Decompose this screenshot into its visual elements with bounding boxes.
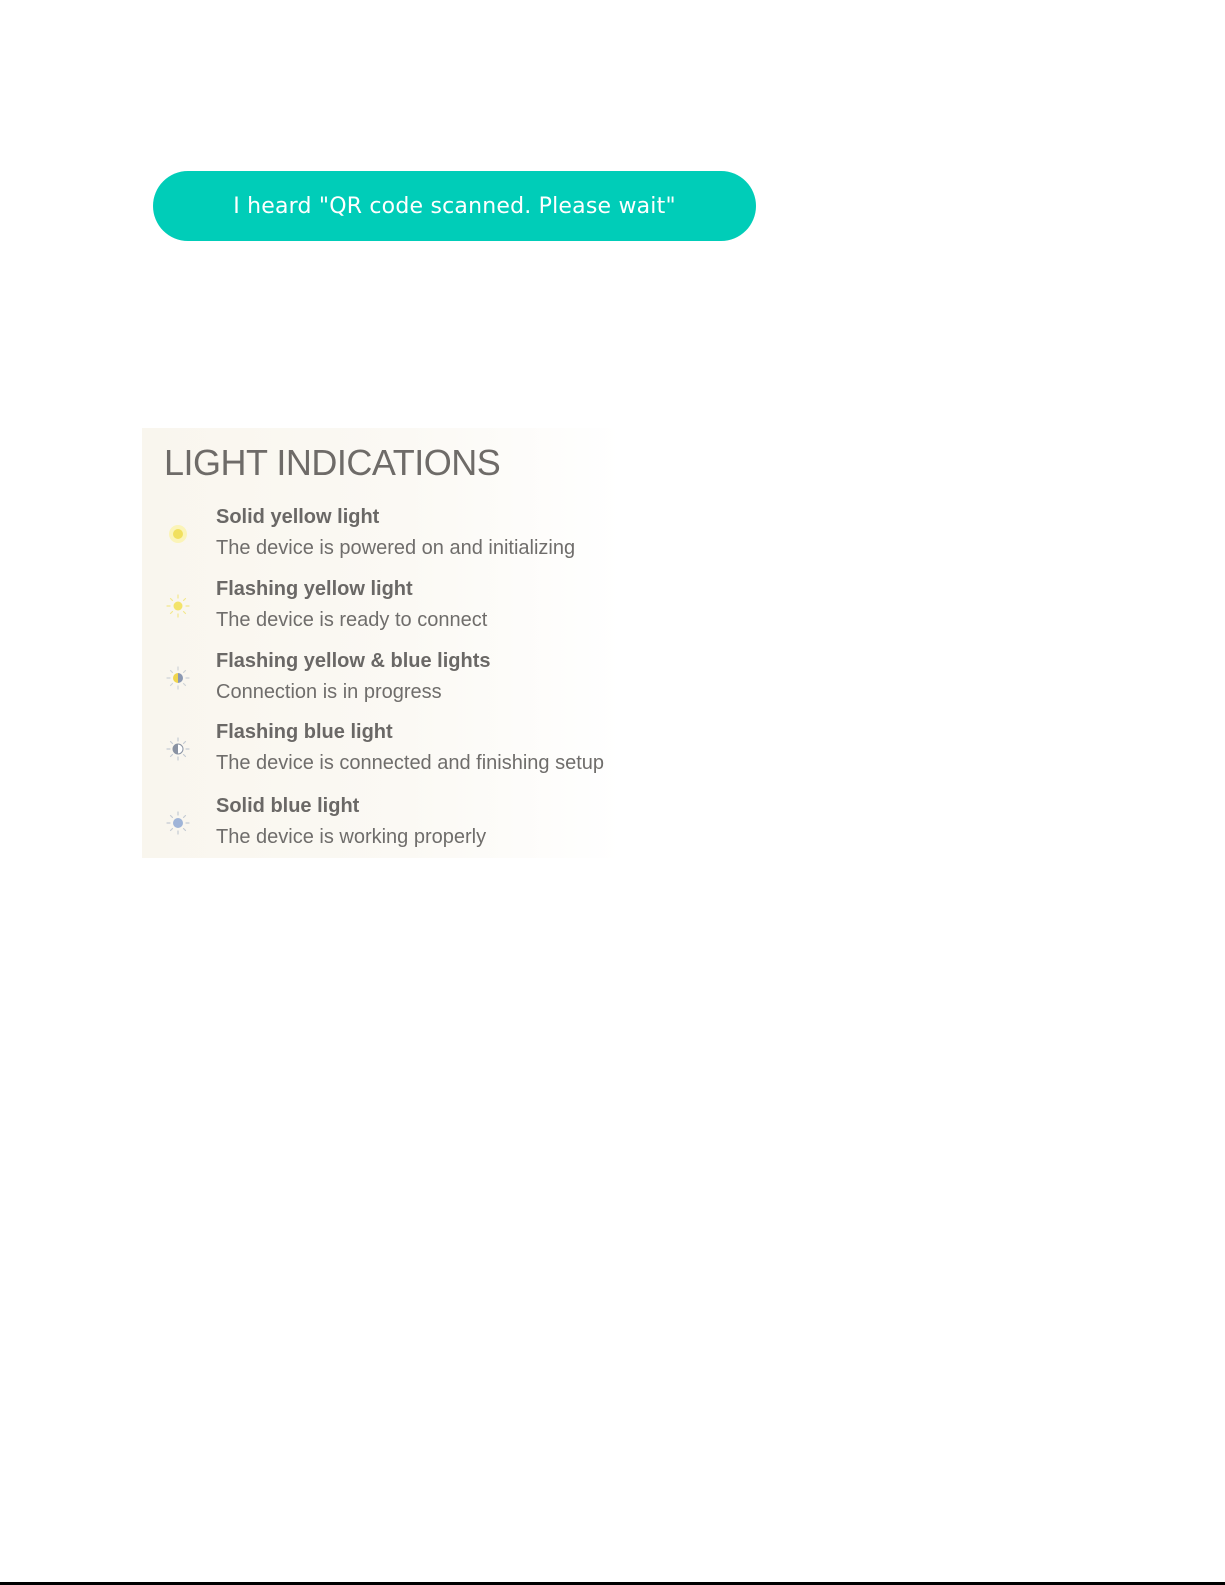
indicator-description: The device is powered on and initializing bbox=[216, 537, 576, 559]
flashing-blue-light-icon bbox=[164, 735, 192, 763]
indicator-item-flashing-yellow-blue bbox=[142, 650, 622, 714]
flashing-yellow-light-icon bbox=[164, 592, 192, 620]
indicator-item-solid-blue bbox=[142, 795, 622, 859]
indicator-description: The device is working properly bbox=[216, 826, 487, 848]
indicator-item-flashing-blue bbox=[142, 721, 622, 785]
indicator-item-flashing-yellow bbox=[142, 578, 622, 642]
indicator-heading: Flashing yellow & blue lights bbox=[216, 650, 491, 672]
indicator-description: The device is ready to connect bbox=[216, 609, 488, 631]
indicator-description: Connection is in progress bbox=[216, 681, 442, 703]
voice-prompt-banner bbox=[153, 171, 756, 241]
light-indications-image bbox=[142, 428, 622, 858]
solid-yellow-light-icon bbox=[164, 520, 192, 548]
voice-prompt-text: I heard "QR code scanned. Please wait" bbox=[233, 193, 676, 219]
indicator-item-solid-yellow bbox=[142, 506, 622, 570]
indicator-description: The device is connected and finishing setup bbox=[216, 752, 605, 774]
indicator-heading: Flashing blue light bbox=[216, 721, 393, 743]
flashing-yellow-blue-lights-icon bbox=[164, 664, 192, 692]
solid-blue-light-icon bbox=[164, 809, 192, 837]
indicator-heading: Solid blue light bbox=[216, 795, 360, 817]
indicator-heading: Solid yellow light bbox=[216, 506, 380, 528]
indicator-heading: Flashing yellow light bbox=[216, 578, 413, 600]
light-indications-title: LIGHT INDICATIONS bbox=[164, 442, 501, 483]
